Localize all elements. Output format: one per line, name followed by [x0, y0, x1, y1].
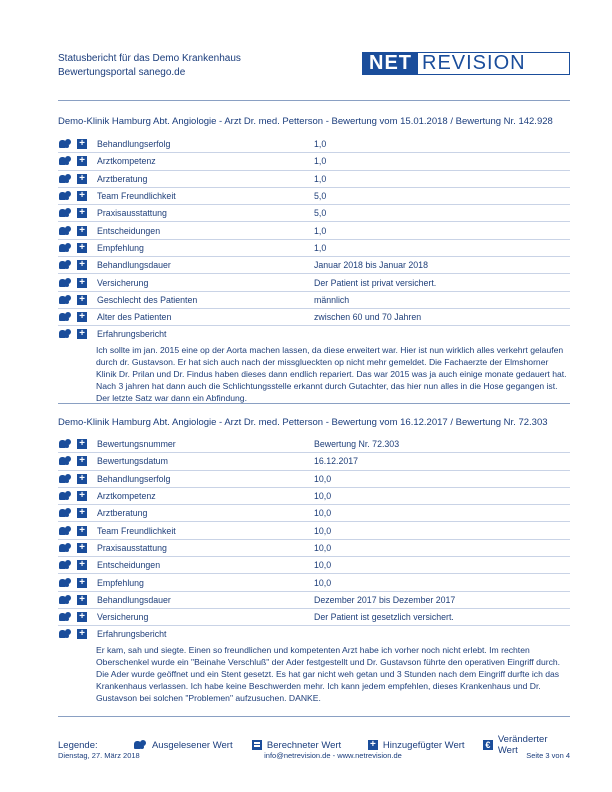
experience-report: Er kam, sah und siegte. Einen so freundlichen und kompetenten Arzt habe ich vorher noch nicht erlebt. Im rechten Oberschenkel wurde ein "Beinahe Verschluß" der Ader festgestellt und Dr. Gustavson führte den operativen Eingriff durch. Die Ader wurde geöffnet und ein Stent gesetzt. Es hat gar nicht weh getan und 3 Stunden nach dem Eingriff durfte ich das Krankenhaus verlassen. Ich habe keine Beschwerden mehr. Ich kann jedem empfehlen, dieses Krankenhaus und Dr. Gustavson bei solchen "Problemen" aufzusuchen. DANKE.: [96, 644, 561, 703]
table-row: [58, 505, 570, 522]
plus-icon: +: [77, 508, 87, 518]
plus-icon: +: [77, 543, 87, 553]
row-label: Erfahrungsbericht: [97, 329, 167, 340]
logo-net: NET: [363, 53, 418, 74]
people-icon: [59, 439, 72, 449]
footer-contact: info@netrevision.de - www.netrevision.de: [264, 751, 402, 760]
table-row: [58, 240, 570, 257]
report-title: Statusbericht für das Demo Krankenhaus: [58, 53, 241, 64]
plus-icon: +: [77, 243, 87, 253]
plus-icon: +: [77, 156, 87, 166]
table-row: [58, 592, 570, 609]
row-value: zwischen 60 und 70 Jahren: [314, 312, 422, 323]
people-icon: [59, 329, 72, 339]
plus-icon: +: [77, 612, 87, 622]
report-header: [58, 52, 241, 80]
plus-icon: +: [77, 329, 87, 339]
table-row: [58, 453, 570, 470]
people-icon: [59, 156, 72, 166]
legend-read: Ausgelesener Wert: [151, 739, 233, 751]
header-divider: [58, 100, 570, 101]
plus-icon: +: [77, 260, 87, 270]
people-icon: [59, 312, 72, 322]
people-icon: [59, 456, 72, 466]
table-row: [58, 574, 570, 591]
row-label: Praxisausstattung: [97, 542, 167, 553]
row-value: 1,0: [314, 156, 327, 167]
legend-calculated: Berechneter Wert: [266, 739, 342, 751]
row-label: Alter des Patienten: [97, 312, 172, 323]
row-value: 10,0: [314, 560, 332, 571]
calculator-icon: [252, 740, 262, 750]
review-1-table: [58, 136, 570, 407]
row-value: Dezember 2017 bis Dezember 2017: [314, 594, 456, 605]
table-row: [58, 471, 570, 488]
row-label: Empfehlung: [97, 577, 144, 588]
people-icon: [59, 474, 72, 484]
row-value: 10,0: [314, 491, 332, 502]
row-label: Team Freundlichkeit: [97, 191, 176, 202]
people-icon: [59, 526, 72, 536]
people-icon: [134, 740, 147, 750]
plus-icon: +: [77, 560, 87, 570]
plus-icon: +: [77, 474, 87, 484]
people-icon: [59, 491, 72, 501]
people-icon: [59, 260, 72, 270]
row-value: 10,0: [314, 542, 332, 553]
row-value: 10,0: [314, 508, 332, 519]
people-icon: [59, 295, 72, 305]
table-row: [58, 205, 570, 222]
footer-page-number: Seite 3 von 4: [526, 751, 570, 760]
plus-icon: +: [77, 629, 87, 639]
row-label: Erfahrungsbericht: [97, 629, 167, 640]
row-value: 5,0: [314, 191, 327, 202]
legend-changed: Veränderter Wert: [497, 734, 548, 756]
plus-icon: +: [368, 740, 378, 750]
plus-icon: +: [77, 295, 87, 305]
plus-icon: +: [77, 595, 87, 605]
plus-icon: +: [77, 439, 87, 449]
row-value: Januar 2018 bis Januar 2018: [314, 260, 428, 271]
people-icon: [59, 578, 72, 588]
people-icon: [59, 595, 72, 605]
row-label: Arztkompetenz: [97, 491, 156, 502]
row-label: Entscheidungen: [97, 225, 161, 236]
footer-divider: [58, 716, 570, 717]
footer-date: Dienstag, 27. März 2018: [58, 751, 140, 760]
people-icon: [59, 629, 72, 639]
people-icon: [59, 139, 72, 149]
row-label: Behandlungserfolg: [97, 473, 171, 484]
legend-title: Legende:: [58, 739, 98, 751]
edit-icon: €: [483, 740, 493, 750]
people-icon: [59, 508, 72, 518]
review-1-title: Demo-Klinik Hamburg Abt. Angiologie - Arzt Dr. med. Petterson - Bewertung vom 15.01.2018 / Bewertung Nr. 142.928: [58, 116, 553, 127]
report-subtitle: Bewertungsportal sanego.de: [58, 67, 186, 78]
people-icon: [59, 243, 72, 253]
row-value: 1,0: [314, 139, 327, 150]
netrevision-logo: [362, 52, 570, 75]
row-value: 16.12.2017: [314, 456, 359, 467]
row-label: Arztkompetenz: [97, 156, 156, 167]
plus-icon: +: [77, 526, 87, 536]
row-value: Bewertung Nr. 72.303: [314, 439, 400, 450]
people-icon: [59, 174, 72, 184]
plus-icon: +: [77, 139, 87, 149]
logo-revision: REVISION: [422, 52, 526, 74]
review-2-table: [58, 436, 570, 707]
table-row: [58, 488, 570, 505]
table-row: [58, 188, 570, 205]
table-row: [58, 136, 570, 153]
plus-icon: +: [77, 491, 87, 501]
plus-icon: +: [77, 312, 87, 322]
table-row: [58, 257, 570, 274]
plus-icon: +: [77, 208, 87, 218]
people-icon: [59, 612, 72, 622]
people-icon: [59, 226, 72, 236]
people-icon: [59, 208, 72, 218]
row-label: Arztberatung: [97, 173, 148, 184]
table-row: [58, 557, 570, 574]
row-value: 10,0: [314, 473, 332, 484]
plus-icon: +: [77, 456, 87, 466]
table-row: [58, 540, 570, 557]
plus-icon: +: [77, 174, 87, 184]
row-label: Team Freundlichkeit: [97, 525, 176, 536]
plus-icon: +: [77, 578, 87, 588]
plus-icon: +: [77, 191, 87, 201]
legend-added: Hinzugefügter Wert: [382, 739, 465, 751]
row-label: Entscheidungen: [97, 560, 161, 571]
row-label: Behandlungsdauer: [97, 260, 171, 271]
row-label: Empfehlung: [97, 242, 144, 253]
table-row: [58, 274, 570, 291]
page-footer: [58, 751, 570, 760]
row-value: 10,0: [314, 577, 332, 588]
section-divider: [58, 403, 570, 404]
people-icon: [59, 191, 72, 201]
experience-report: Ich sollte im jan. 2015 eine op der Aorta machen lassen, da diese erweitert war. Hier ist nun wirklich alles verkehrt gelaufen durch dr. Gustavson. Er hat sich auch nach der missglueckten op nicht mehr gemeldet. Die Fachaerzte der Elmshorner Klinik Dr. Prilan und Dr. Findus haben dieses dann endlich repariert. Das war 2015 was ja auch einige monate gedauert hat. Nach 3 jahren hat dann auch die Schlichtungsstelle erkannt durch Gutachter, das hier nun alles in die Hose gegangen ist. Der letzte Satz war dann ein Abfindung.: [96, 344, 567, 403]
row-value: 10,0: [314, 525, 332, 536]
people-icon: [59, 278, 72, 288]
row-value: männlich: [314, 294, 350, 305]
row-value: 1,0: [314, 242, 327, 253]
row-label: Praxisausstattung: [97, 208, 167, 219]
table-row: [58, 626, 570, 642]
plus-icon: +: [77, 226, 87, 236]
table-row: [58, 171, 570, 188]
row-value: 5,0: [314, 208, 327, 219]
table-row: [58, 309, 570, 326]
table-row: [58, 153, 570, 170]
table-row: [58, 292, 570, 309]
table-row: [58, 436, 570, 453]
row-value: Der Patient ist privat versichert.: [314, 277, 437, 288]
people-icon: [59, 560, 72, 570]
row-label: Geschlecht des Patienten: [97, 294, 198, 305]
row-label: Bewertungsdatum: [97, 456, 168, 467]
row-label: Arztberatung: [97, 508, 148, 519]
table-row: [58, 326, 570, 342]
row-label: Versicherung: [97, 612, 149, 623]
row-value: Der Patient ist gesetzlich versichert.: [314, 612, 454, 623]
row-value: 1,0: [314, 225, 327, 236]
row-value: 1,0: [314, 173, 327, 184]
plus-icon: +: [77, 278, 87, 288]
row-label: Behandlungserfolg: [97, 139, 171, 150]
row-label: Versicherung: [97, 277, 149, 288]
table-row: [58, 222, 570, 239]
row-label: Bewertungsnummer: [97, 439, 176, 450]
table-row: [58, 609, 570, 626]
review-2-title: Demo-Klinik Hamburg Abt. Angiologie - Arzt Dr. med. Petterson - Bewertung vom 16.12.2017 / Bewertung Nr. 72.303: [58, 417, 548, 428]
people-icon: [59, 543, 72, 553]
table-row: [58, 522, 570, 539]
row-label: Behandlungsdauer: [97, 594, 171, 605]
